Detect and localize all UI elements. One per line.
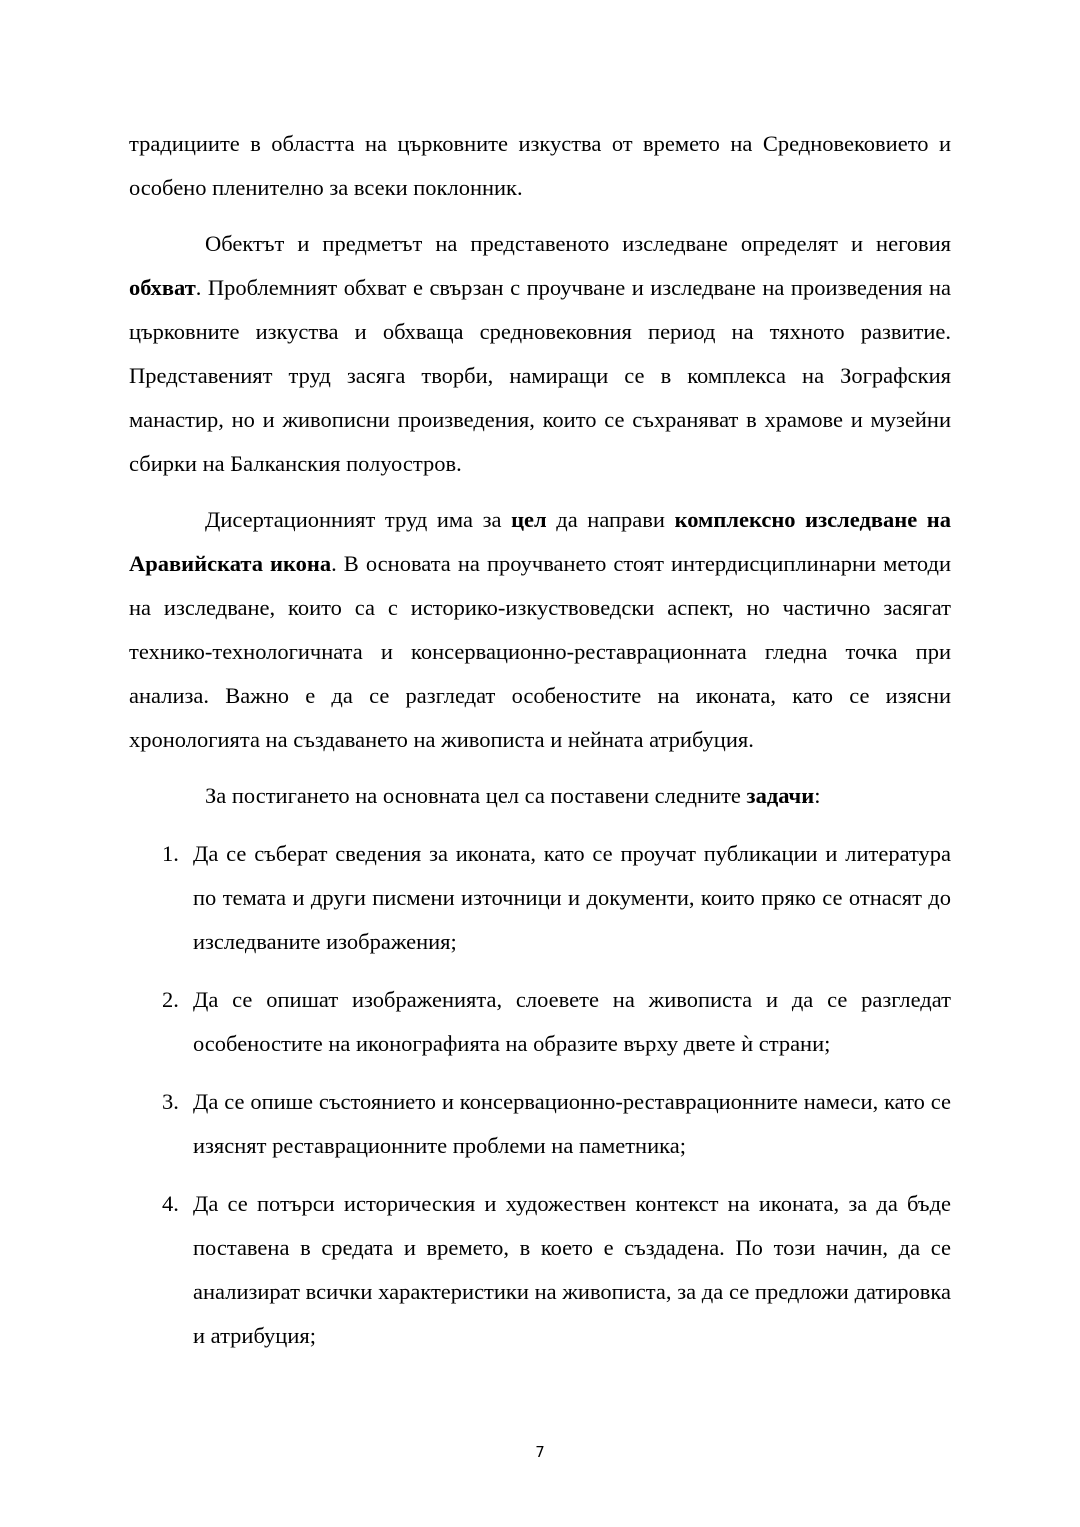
list-item-number: 4. <box>162 1191 179 1216</box>
list-item <box>129 1080 951 1168</box>
aim-text-middle: да направи <box>546 507 675 532</box>
list-item-text: Да се опишат изображенията, слоевете на живописта и да се разгледат особеностите на иконографията на образите върху двете ѝ страни; <box>193 987 951 1056</box>
list-item-number: 2. <box>162 987 179 1012</box>
list-item <box>129 978 951 1066</box>
scope-text-before: Обектът и предметът на представеното изследване определят и неговия <box>205 231 951 256</box>
aim-subject: комплексно изследване на Аравийската икона <box>129 507 952 576</box>
aim-paragraph <box>129 498 951 762</box>
tasks-intro <box>129 774 951 818</box>
tasks-list <box>129 832 951 1358</box>
aim-text-after: . В основата на проучването стоят интердисциплинарни методи на изследване, които са с историко-изкуствоведски аспект, но частично засягат технико-технологичната и консервационно-реставрационната гледна точка при анализа. Важно е да се разгледат особеностите на иконата, като се изясни хронологията на създаването на живописта и нейната атрибуция. <box>129 551 951 752</box>
paragraph-continuation: традициите в областта на църковните изкуства от времето на Средновековието и особено пленително за всеки поклонник. <box>129 131 951 200</box>
page-number: 7 <box>535 1443 545 1461</box>
body-text <box>129 122 951 1358</box>
tasks-intro-after: : <box>814 783 821 808</box>
tasks-intro-before: За постигането на основната цел са поставени следните <box>205 783 747 808</box>
list-item <box>129 832 951 964</box>
list-item <box>129 1182 951 1358</box>
scope-paragraph <box>129 222 951 486</box>
aim-keyword: цел <box>511 507 547 532</box>
scope-keyword: обхват <box>129 275 196 300</box>
tasks-keyword: задачи <box>746 783 815 808</box>
list-item-number: 3. <box>162 1089 179 1114</box>
aim-text-before: Дисертационният труд има за <box>205 507 512 532</box>
list-item-text: Да се опише състоянието и консервационно-реставрационните намеси, като се изяснят реставрационните проблеми на паметника; <box>193 1089 951 1158</box>
list-item-text: Да се потърси историческия и художествен контекст на иконата, за да бъде поставена в средата и времето, в което е създадена. По този начин, да се анализират всички характеристики на живописта, за да се предложи датировка и атрибуция; <box>193 1191 951 1348</box>
scope-text-after: . Проблемният обхват е свързан с проучване и изследване на произведения на църковните изкуства и обхваща средновековния период на тяхното развитие. Представеният труд засяга творби, намиращи се в комплекса на Зографския манастир, но и живописни произведения, които се съхраняват в храмове и музейни сбирки на Балканския полуостров. <box>129 275 951 476</box>
list-item-text: Да се съберат сведения за иконата, като се проучат публикации и литература по темата и други писмени източници и документи, които пряко се отнасят до изследваните изображения; <box>193 841 951 954</box>
list-item-number: 1. <box>162 841 179 866</box>
